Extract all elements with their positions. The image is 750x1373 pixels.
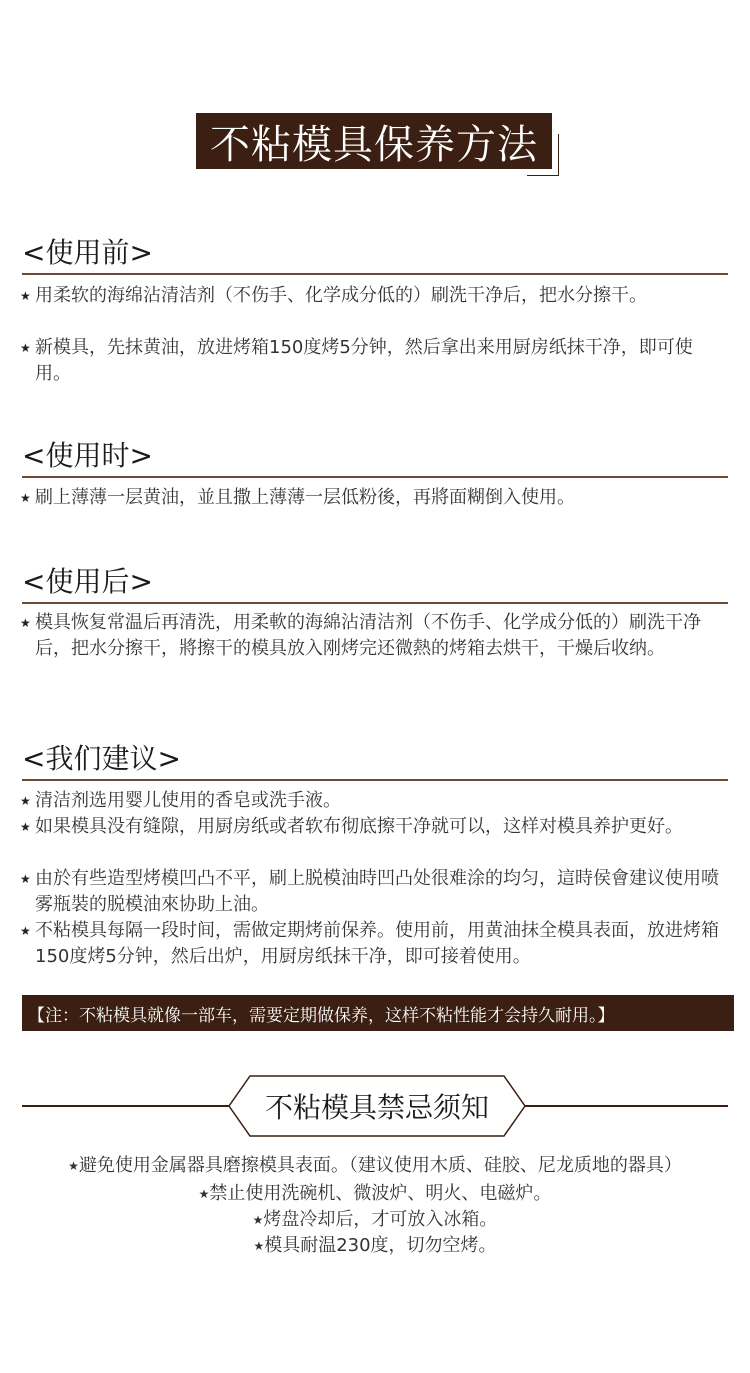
star-icon: ★	[253, 1239, 265, 1253]
star-icon: ★	[68, 1159, 79, 1173]
list-item: ★ 由於有些造型烤模凹凸不平，刷上脱模油時凹凸处很难涂的均匀，這時侯會建议使用喷雾瓶裝的脱模油來协助上油。	[20, 868, 719, 915]
list-item: ★ 如果模具没有缝隙，用厨房纸或者软布彻底擦干净就可以，这样对模具养护更好。	[20, 814, 735, 840]
list-item: ★ 清洁剂选用婴儿使用的香皂或洗手液。	[20, 788, 735, 814]
note-banner	[22, 995, 734, 1031]
list-item: ★ 新模具，先抹黄油，放进烤箱150度烤5分钟，然后拿出来用厨房纸抹干净，即可使用。	[20, 337, 693, 384]
star-icon: ★	[20, 616, 31, 630]
star-icon: ★	[20, 820, 31, 834]
taboo-divider-left	[22, 1105, 232, 1107]
section-heading-after-use: <使用后>	[22, 565, 153, 598]
taboo-item: ★烤盘冷却后，才可放入冰箱。	[252, 1209, 498, 1230]
section-divider	[22, 273, 728, 275]
list-item: ★ 用柔软的海绵沾清洁剂（不伤手、化学成分低的）刷洗干净后，把水分擦干。	[20, 283, 735, 309]
taboo-item: ★模具耐温230度，切勿空烤。	[253, 1235, 497, 1256]
note-text: 【注：不粘模具就像一部车，需要定期做保养，这样不粘性能才会持久耐用。】	[28, 1005, 615, 1026]
star-icon: ★	[20, 924, 31, 938]
list-item: ★ 模具恢复常温后再清洗，用柔軟的海綿沾清洁剂（不伤手、化学成分低的）刷洗干净后，把水分擦干，將擦干的模具放入刚烤完还微熱的烤箱去烘干，干燥后收纳。	[20, 612, 701, 659]
taboo-title: 不粘模具禁忌须知	[264, 1091, 489, 1124]
section-divider	[22, 779, 728, 781]
star-icon: ★	[20, 341, 31, 355]
star-icon: ★	[20, 794, 31, 808]
star-icon: ★	[198, 1187, 210, 1201]
taboo-item: ★禁止使用洗碗机、微波炉、明火、电磁炉。	[198, 1183, 552, 1204]
section-heading-suggestions: <我们建议>	[22, 742, 181, 775]
page-title-box	[196, 113, 552, 169]
taboo-divider-right	[522, 1105, 728, 1107]
list-item: ★ 刷上薄薄一层黄油，並且撒上薄薄一层低粉後，再將面糊倒入使用。	[20, 485, 735, 511]
page-title: 不粘模具保养方法	[210, 121, 538, 168]
section-divider	[22, 476, 728, 478]
section-divider	[22, 602, 728, 604]
section-heading-before-use: <使用前>	[22, 236, 153, 269]
star-icon: ★	[252, 1213, 264, 1227]
section-heading-during-use: <使用时>	[22, 439, 153, 472]
title-corner-decoration	[527, 134, 559, 176]
list-item: ★ 不粘模具每隔一段时间，需做定期烤前保养。使用前，用黄油抹全模具表面，放进烤箱150度烤5分钟，然后出炉，用厨房纸抹干净，即可接着使用。	[20, 920, 719, 967]
star-icon: ★	[20, 491, 31, 505]
taboo-item: ★避免使用金属器具磨擦模具表面。（建议使用木质、硅胶、尼龙质地的器具）	[68, 1155, 682, 1176]
star-icon: ★	[20, 289, 31, 303]
star-icon: ★	[20, 872, 31, 886]
